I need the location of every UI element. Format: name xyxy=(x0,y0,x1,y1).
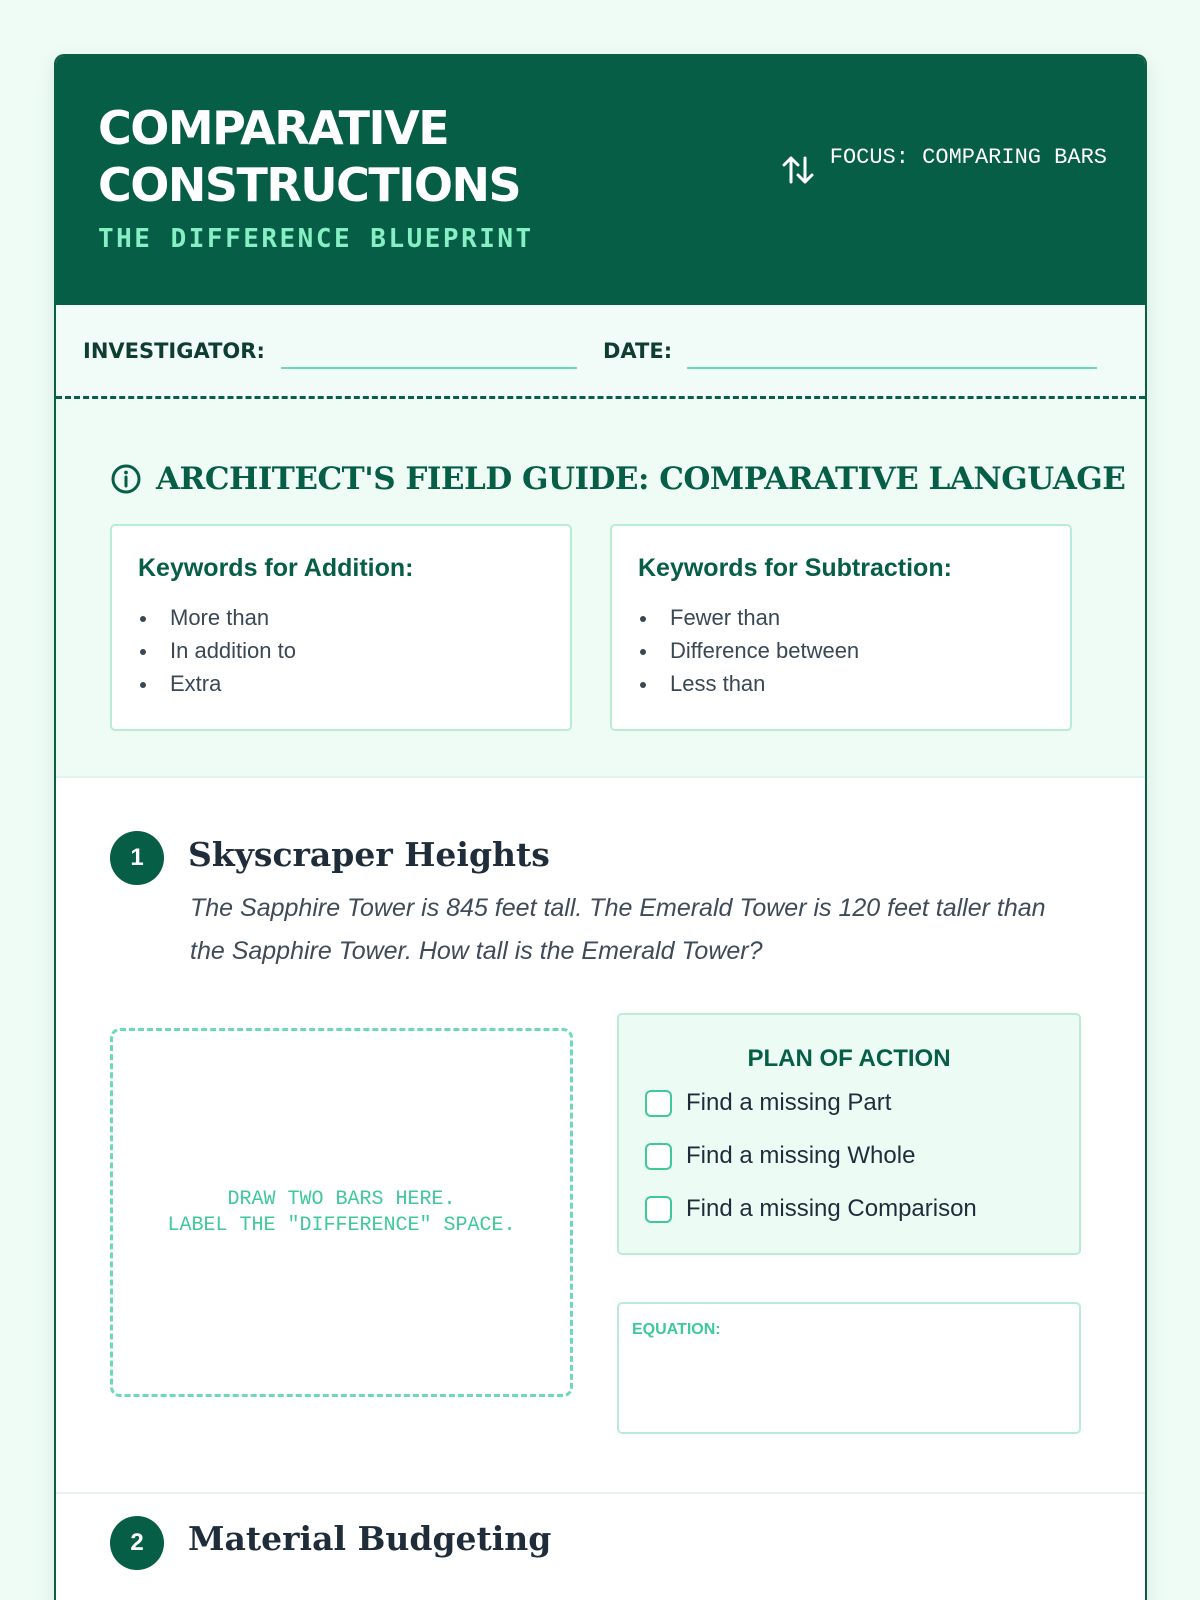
focus-label: FOCUS: COMPARING BARS xyxy=(829,145,1107,170)
date-field[interactable] xyxy=(687,367,1097,369)
problem-2-number: 2 xyxy=(110,1516,164,1570)
worksheet xyxy=(54,54,1147,1600)
info-row xyxy=(56,305,1145,399)
subtraction-list xyxy=(638,601,1044,700)
list-item: More than xyxy=(138,601,544,634)
investigator-field[interactable] xyxy=(281,367,577,369)
page-subtitle: THE DIFFERENCE BLUEPRINT xyxy=(98,224,534,254)
list-item: Less than xyxy=(638,667,1044,700)
list-item: Extra xyxy=(138,667,544,700)
list-item: Difference between xyxy=(638,634,1044,667)
problem-1-title: Skyscraper Heights xyxy=(188,835,550,874)
date-label: DATE: xyxy=(603,339,673,363)
plan-option-label: Find a missing Whole xyxy=(686,1142,916,1169)
plan-option-label: Find a missing Part xyxy=(686,1089,892,1116)
subtraction-title: Keywords for Subtraction: xyxy=(638,554,952,582)
checkbox[interactable] xyxy=(645,1143,672,1170)
field-guide xyxy=(56,399,1145,778)
plan-title: PLAN OF ACTION xyxy=(747,1045,951,1072)
problem-2-title: Material Budgeting xyxy=(188,1519,552,1558)
plan-of-action-box xyxy=(617,1013,1081,1255)
plan-option-label: Find a missing Comparison xyxy=(686,1195,977,1222)
header xyxy=(56,56,1145,305)
equation-box[interactable] xyxy=(617,1302,1081,1434)
guide-title-text: ARCHITECT'S FIELD GUIDE: COMPARATIVE LANGUAGE xyxy=(156,461,1126,497)
problem-1-text: The Sapphire Tower is 845 feet tall. The Emerald Tower is 120 feet taller than the Sapphire Tower. How tall is the Emerald Tower? xyxy=(190,894,1046,965)
subtraction-keywords-box xyxy=(610,524,1072,731)
plan-option-comparison[interactable] xyxy=(645,1195,977,1223)
problem-1-number: 1 xyxy=(110,831,164,885)
title-line-1: COMPARATIVE xyxy=(98,101,449,155)
guide-title xyxy=(110,461,1125,497)
section-divider xyxy=(56,1492,1145,1494)
addition-keywords-box xyxy=(110,524,572,731)
investigator-label: INVESTIGATOR: xyxy=(83,339,265,363)
sort-arrows-icon xyxy=(778,150,818,190)
page-title xyxy=(98,100,520,214)
addition-title: Keywords for Addition: xyxy=(138,554,414,582)
plan-option-part[interactable] xyxy=(645,1089,891,1117)
info-icon xyxy=(110,463,142,495)
checkbox[interactable] xyxy=(645,1196,672,1223)
addition-list xyxy=(138,601,544,700)
equation-label: EQUATION: xyxy=(632,1321,721,1338)
list-item: Fewer than xyxy=(638,601,1044,634)
list-item: In addition to xyxy=(138,634,544,667)
plan-option-whole[interactable] xyxy=(645,1142,915,1170)
drawing-area[interactable]: DRAW TWO BARS HERE. LABEL THE "DIFFERENCE" SPACE. xyxy=(110,1028,573,1397)
title-line-2: CONSTRUCTIONS xyxy=(98,158,521,212)
checkbox[interactable] xyxy=(645,1090,672,1117)
